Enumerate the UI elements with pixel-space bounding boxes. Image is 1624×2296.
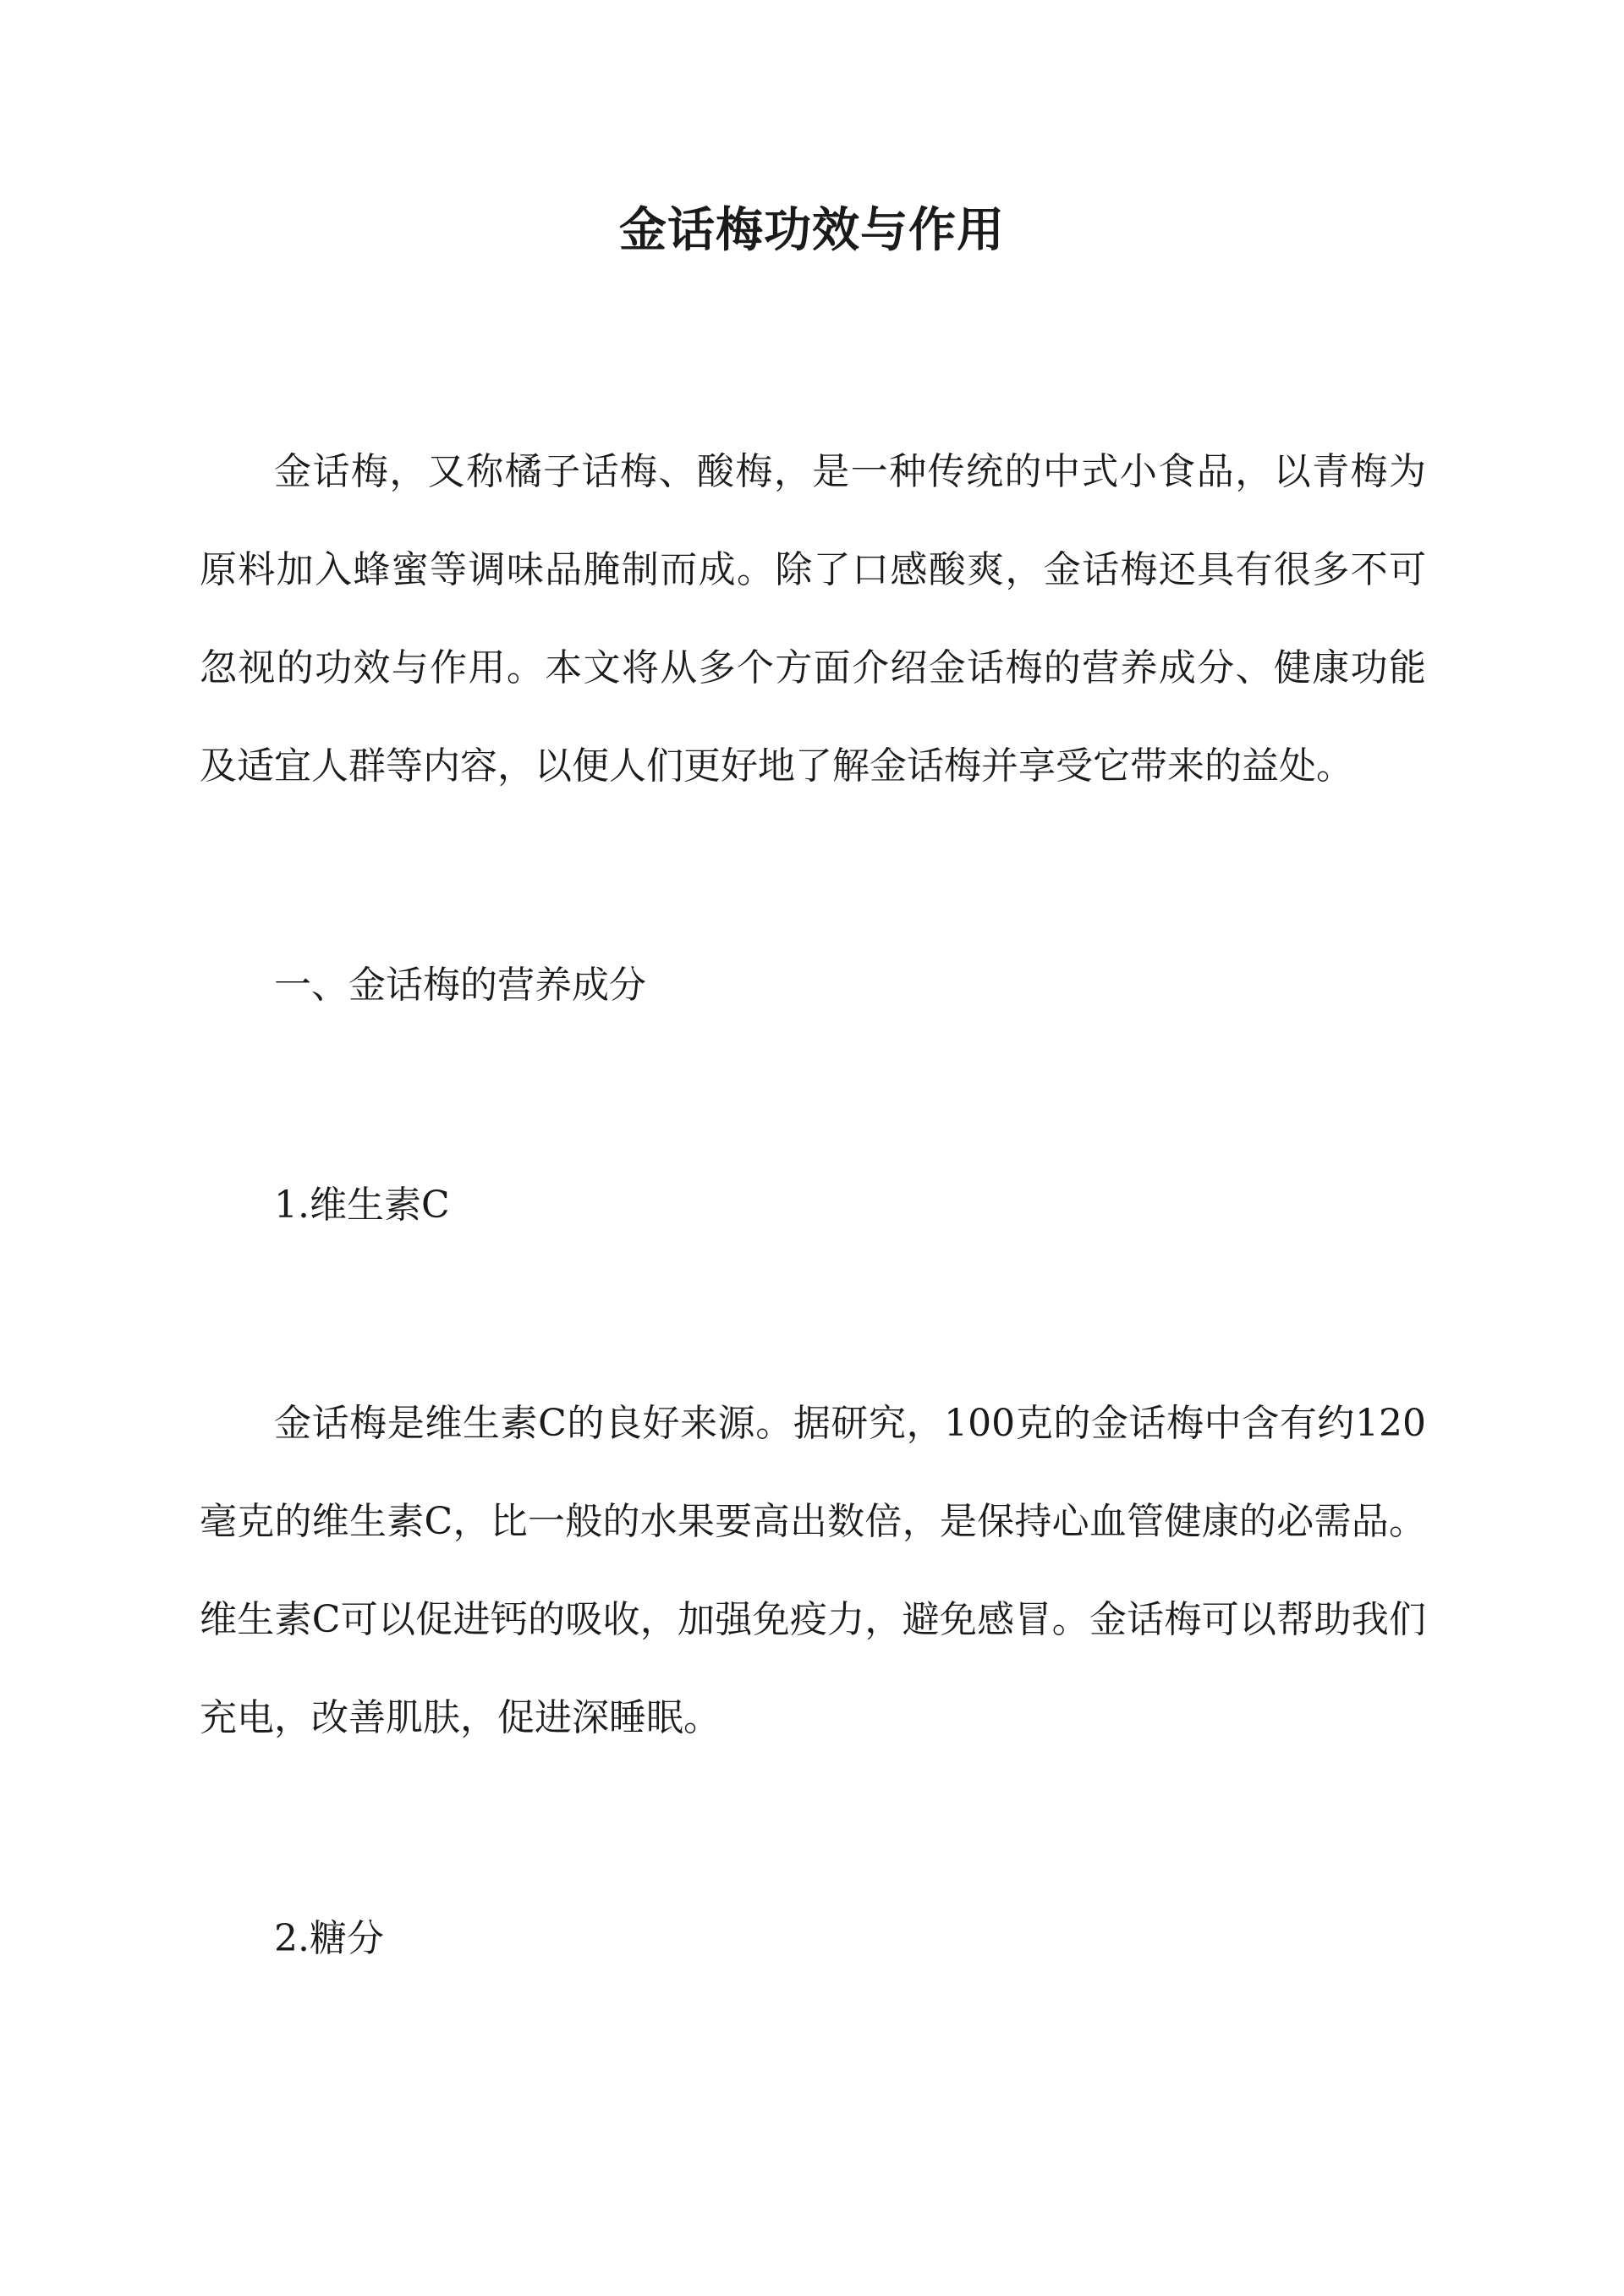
vitamin-c-paragraph: 金话梅是维生素C的良好来源。据研究，100克的金话梅中含有约120毫克的维生素C，比一般的水果要高出数倍，是保持心血管健康的必需品。维生素C可以促进钙的吸收，加强免疫力，避免感冒。金话梅可以帮助我们充电，改善肌肤，促进深睡眠。: [200, 1402, 1426, 1739]
subheading-vitamin-c: 1.维生素C: [274, 1184, 450, 1227]
intro-paragraph: 金话梅，又称橘子话梅、酸梅，是一种传统的中式小食品，以青梅为原料加入蜂蜜等调味品腌制而成。除了口感酸爽，金话梅还具有很多不可忽视的功效与作用。本文将从多个方面介绍金话梅的营养成分、健康功能及适宜人群等内容，以便人们更好地了解金话梅并享受它带来的益处。: [200, 450, 1426, 788]
document-title: 金话梅功效与作用: [619, 202, 1005, 258]
subheading-sugar: 2.糖分: [274, 1917, 384, 1960]
section-heading-nutrition: 一、金话梅的营养成分: [274, 964, 646, 1007]
